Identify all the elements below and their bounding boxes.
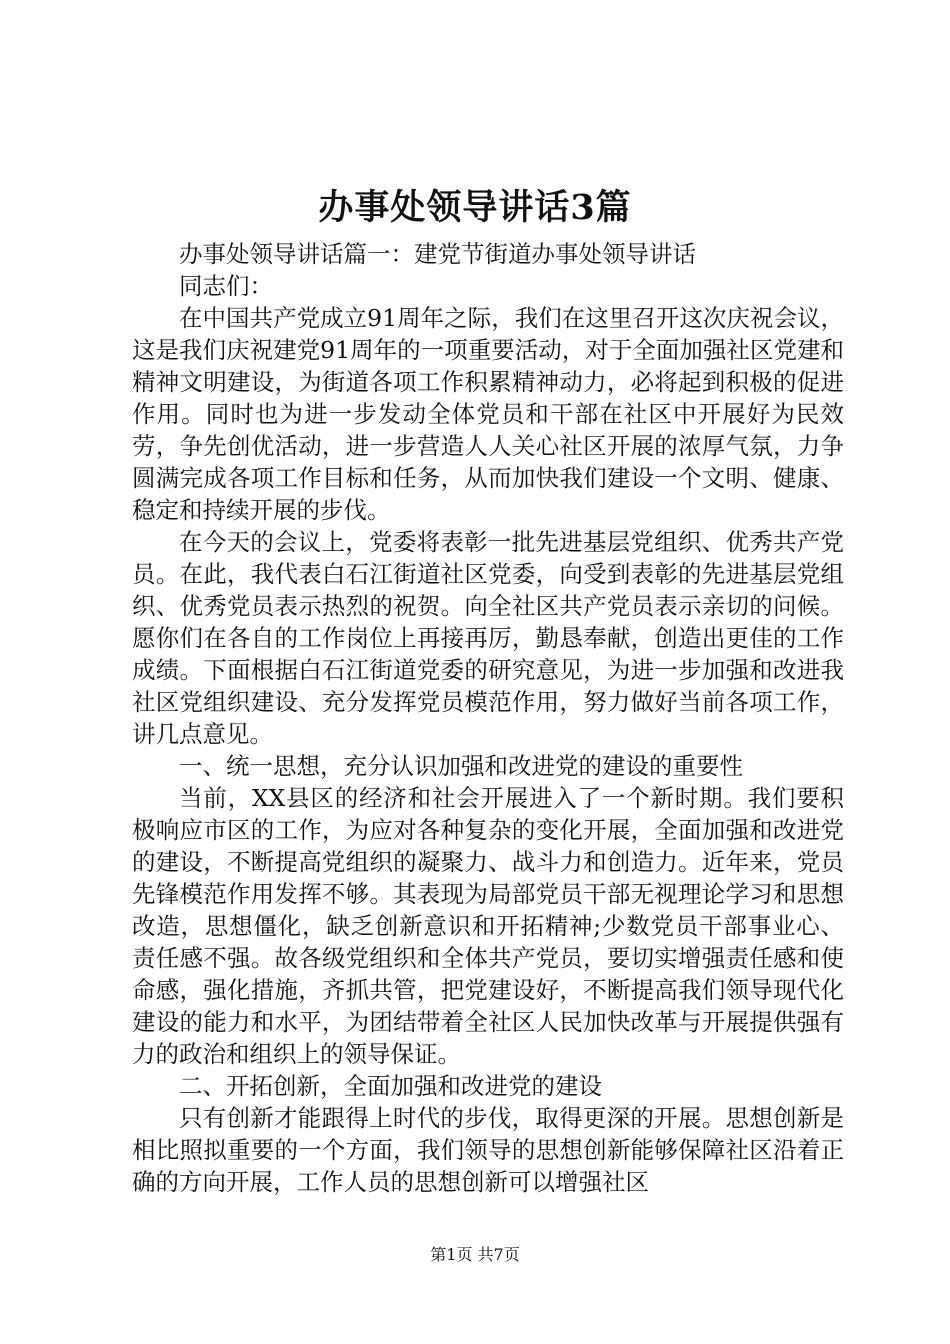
subtitle-paragraph: 办事处领导讲话篇一：建党节街道办事处领导讲话	[179, 240, 696, 268]
salutation-paragraph: 同志们：	[179, 272, 273, 300]
section-heading: 一、统一思想，充分认识加强和改进党的建设的重要性	[179, 752, 743, 780]
body-paragraph: 当前，XX县区的经济和社会开展进入了一个新时期。我们要积极响应市区的工作，为应对各种复杂的变化开展，全面加强和改进党的建设，不断提高党组织的凝聚力、战斗力和创造力。近年来，党员先锋模范作用发挥不够。其表现为局部党员干部无视理论学习和思想改造，思想僵化，缺乏创新意识和开拓精神;少数党员干部事业心、责任感不强。故各级党组织和全体共产党员，要切实增强责任感和使命感，强化措施，齐抓共管，把党建设好，不断提高我们领导现代化建设的能力和水平，为团结带着全社区人民加快改革与开展提供强有力的政治和组织上的领导保证。	[132, 784, 844, 1068]
page-number-footer: 第1页 共7页	[430, 1245, 520, 1264]
section-heading: 二、开拓创新，全面加强和改进党的建设	[179, 1072, 602, 1100]
body-paragraph: 只有创新才能跟得上时代的步伐，取得更深的开展。思想创新是相比照拟重要的一个方面，我们领导的思想创新能够保障社区沿着正确的方向开展，工作人员的思想创新可以增强社区	[132, 1104, 844, 1196]
document-title: 办事处领导讲话3篇	[318, 187, 632, 228]
body-paragraph: 在中国共产党成立91周年之际，我们在这里召开这次庆祝会议，这是我们庆祝建党91周年的一项重要活动，对于全面加强社区党建和精神文明建设，为街道各项工作积累精神动力，必将起到积极的促进作用。同时也为进一步发动全体党员和干部在社区中开展好为民效劳，争先创优活动，进一步营造人人关心社区开展的浓厚气氛，力争圆满完成各项工作目标和任务，从而加快我们建设一个文明、健康、稳定和持续开展的步伐。	[132, 304, 844, 524]
body-paragraph: 在今天的会议上，党委将表彰一批先进基层党组织、优秀共产党员。在此，我代表白石江街道社区党委，向受到表彰的先进基层党组织、优秀党员表示热烈的祝贺。向全社区共产党员表示亲切的问候。愿你们在各自的工作岗位上再接再厉，勤恳奉献，创造出更佳的工作成绩。下面根据白石江街道党委的研究意见，为进一步加强和改进我社区党组织建设、充分发挥党员模范作用，努力做好当前各项工作，讲几点意见。	[132, 528, 844, 748]
document-body	[132, 238, 844, 1198]
